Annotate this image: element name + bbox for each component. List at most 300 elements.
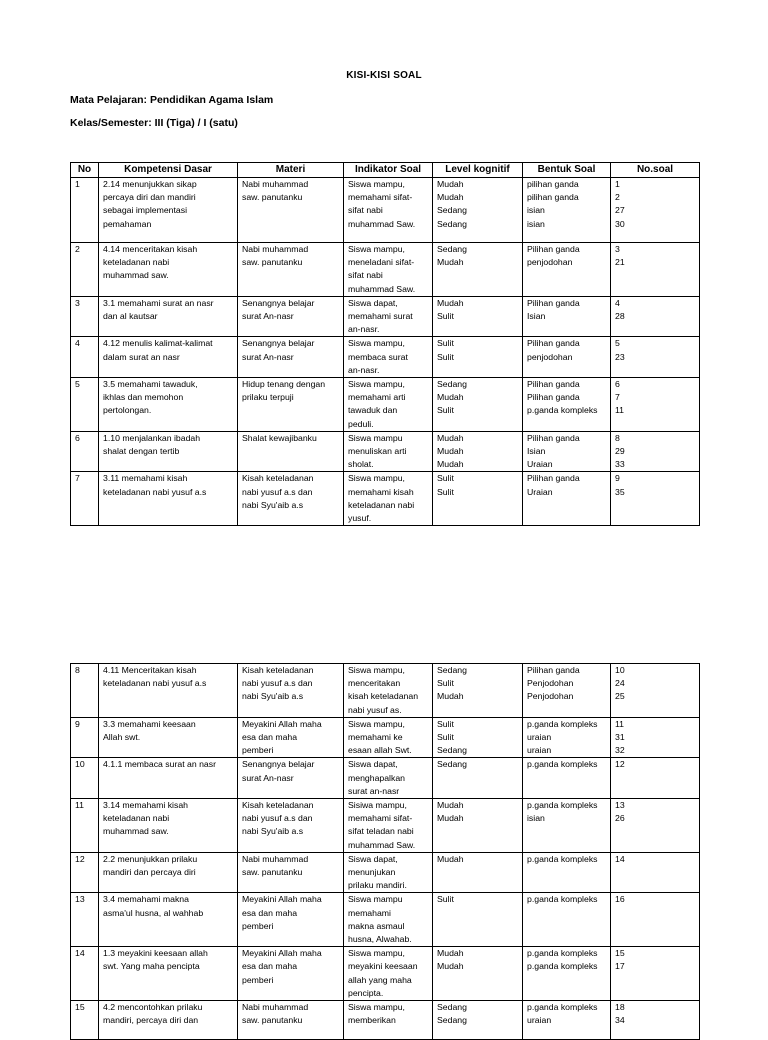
cell-line: Mudah: [437, 446, 464, 457]
cell-line: 23: [615, 351, 625, 362]
cell-line: Sedang: [437, 1002, 467, 1013]
cell-no: 4: [71, 337, 99, 378]
cell-kompetensi-dasar: [99, 664, 238, 718]
cell-line: Siswa dapat,: [348, 853, 398, 864]
cell-line: nabi yusuf as.: [348, 704, 402, 715]
cell-line: esaan allah Swt.: [348, 745, 412, 756]
cell-no-soal: [611, 947, 700, 1001]
cell-line: muhammad Saw.: [348, 283, 416, 294]
cell-line: Siswa mampu,: [348, 179, 405, 189]
cell-indikator-soal: [344, 296, 433, 337]
cell-line: Pilihan ganda: [527, 244, 580, 254]
cell-kompetensi-dasar: [99, 947, 238, 1001]
cell-line: penjodohan: [527, 257, 573, 268]
cell-line: Sedang: [437, 745, 467, 756]
cell-line: shalat dengan tertib: [103, 446, 180, 457]
cell-materi: [238, 296, 344, 337]
cell-line: Pilihan ganda: [527, 665, 580, 675]
cell-line: keteladanan nabi yusuf a.s: [103, 678, 207, 689]
cell-line: percaya diri dan mandiri: [103, 192, 196, 203]
cell-line: prilaku terpuji: [242, 392, 294, 403]
table-row: [71, 1001, 700, 1040]
cell-bentuk-soal: [523, 337, 611, 378]
cell-line: 14: [615, 853, 625, 864]
cell-line: saw. panutanku: [242, 1015, 303, 1026]
cell-line: esa dan maha: [242, 961, 298, 972]
cell-level-kognitif: [433, 799, 523, 853]
cell-bentuk-soal: [523, 296, 611, 337]
cell-line: Pilihan ganda: [527, 297, 580, 308]
cell-line: p.ganda kompleks: [527, 853, 598, 864]
cell-no-soal: [611, 758, 700, 799]
cell-kompetensi-dasar: [99, 717, 238, 758]
cell-line: 28: [615, 311, 625, 322]
cell-line: Sisiwa mampu,: [348, 800, 407, 811]
cell-line: esa dan maha: [242, 907, 298, 918]
cell-line: saw. panutanku: [242, 867, 303, 878]
cell-line: prilaku mandiri.: [348, 880, 407, 891]
cell-indikator-soal: [344, 799, 433, 853]
cell-line: sebagai implementasi: [103, 205, 188, 216]
cell-line: Siswa mampu: [348, 432, 403, 443]
cell-line: 3.5 memahami tawaduk,: [103, 379, 198, 390]
cell-indikator-soal: [344, 378, 433, 432]
table-row: [71, 893, 700, 947]
cell-line: 4: [615, 297, 620, 308]
cell-line: 31: [615, 732, 625, 743]
cell-no-soal: [611, 472, 700, 526]
cell-bentuk-soal: [523, 893, 611, 947]
cell-line: penjodohan: [527, 351, 573, 362]
cell-line: Sulit: [437, 473, 454, 484]
cell-line: 1: [615, 179, 620, 189]
cell-line: 3.1 memahami surat an nasr: [103, 297, 214, 308]
cell-line: 4.11 Menceritakan kisah: [103, 665, 197, 675]
cell-materi: [238, 717, 344, 758]
cell-line: Meyakini Allah maha: [242, 718, 322, 729]
cell-kompetensi-dasar: [99, 296, 238, 337]
cell-line: membaca surat: [348, 351, 408, 362]
table-row: [71, 472, 700, 526]
cell-line: 4.2 mencontohkan prilaku: [103, 1002, 203, 1013]
cell-line: Pilihan ganda: [527, 473, 580, 484]
cell-line: surat An-nasr: [242, 311, 294, 322]
table-row: [71, 431, 700, 472]
cell-line: sholat.: [348, 459, 374, 470]
cell-line: menghapalkan: [348, 772, 405, 783]
cell-line: 34: [615, 1015, 625, 1026]
cell-line: Sulit: [437, 311, 454, 322]
cell-no: 14: [71, 947, 99, 1001]
cell-line: 5: [615, 338, 620, 349]
cell-materi: [238, 758, 344, 799]
cell-line: saw. panutanku: [242, 192, 303, 203]
cell-level-kognitif: [433, 178, 523, 243]
cell-indikator-soal: [344, 893, 433, 947]
cell-line: Sedang: [437, 379, 467, 390]
cell-line: isian: [527, 205, 545, 216]
cell-line: 2.2 menunjukkan prilaku: [103, 853, 198, 864]
cell-line: 27: [615, 205, 625, 216]
cell-no-soal: [611, 178, 700, 243]
cell-line: p.ganda kompleks: [527, 948, 598, 959]
cell-line: uraian: [527, 732, 552, 743]
cell-line: 3.14 memahami kisah: [103, 800, 188, 811]
table-row: [71, 178, 700, 243]
cell-indikator-soal: [344, 852, 433, 893]
cell-line: muhammad Saw.: [348, 839, 416, 850]
cell-line: sifat nabi: [348, 205, 383, 216]
cell-line: uraian: [527, 745, 552, 756]
cell-indikator-soal: [344, 243, 433, 297]
cell-materi: [238, 947, 344, 1001]
cell-line: Siswa mampu,: [348, 473, 405, 484]
cell-bentuk-soal: [523, 1001, 611, 1040]
cell-line: Nabi muhammad: [242, 853, 309, 864]
cell-line: Penjodohan: [527, 691, 574, 702]
cell-bentuk-soal: [523, 431, 611, 472]
cell-level-kognitif: [433, 664, 523, 718]
cell-line: Nabi muhammad: [242, 1002, 309, 1013]
cell-no: 1: [71, 178, 99, 243]
cell-line: Sedang: [437, 218, 467, 229]
cell-line: p.ganda kompleks: [527, 800, 598, 811]
cell-indikator-soal: [344, 337, 433, 378]
cell-bentuk-soal: [523, 243, 611, 297]
cell-line: Siswa mampu,: [348, 244, 405, 254]
cell-materi: [238, 337, 344, 378]
cell-line: surat An-nasr: [242, 351, 294, 362]
cell-level-kognitif: [433, 431, 523, 472]
cell-line: 3.11 memahami kisah: [103, 473, 188, 484]
cell-line: Uraian: [527, 459, 553, 470]
cell-line: memahami ke: [348, 732, 403, 743]
cell-line: Allah swt.: [103, 732, 141, 743]
table-header-row: [71, 163, 700, 178]
cell-line: makna asmaul: [348, 920, 405, 931]
cell-line: Penjodohan: [527, 678, 574, 689]
cell-level-kognitif: [433, 243, 523, 297]
cell-line: memahami surat: [348, 311, 413, 322]
cell-line: an-nasr.: [348, 324, 380, 335]
cell-line: Sedang: [437, 759, 467, 770]
table-row: [71, 758, 700, 799]
cell-line: Siswa mampu,: [348, 1002, 405, 1013]
cell-kompetensi-dasar: [99, 337, 238, 378]
cell-line: kisah keteladanan: [348, 691, 419, 702]
cell-level-kognitif: [433, 472, 523, 526]
cell-kompetensi-dasar: [99, 852, 238, 893]
cell-no: 10: [71, 758, 99, 799]
cell-bentuk-soal: [523, 378, 611, 432]
cell-line: p.ganda kompleks: [527, 961, 598, 972]
cell-line: peduli.: [348, 418, 374, 429]
cell-bentuk-soal: [523, 664, 611, 718]
cell-materi: [238, 799, 344, 853]
cell-no-soal: [611, 296, 700, 337]
header-no-soal: No.soal: [611, 163, 700, 178]
cell-no-soal: [611, 799, 700, 853]
cell-line: 9: [615, 473, 620, 484]
header-indikator-soal: Indikator Soal: [344, 163, 433, 178]
cell-no-soal: [611, 243, 700, 297]
header-materi: Materi: [238, 163, 344, 178]
cell-line: keteladanan nabi: [103, 813, 170, 824]
cell-no: 3: [71, 296, 99, 337]
cell-line: nabi Syu'aib a.s: [242, 499, 304, 510]
cell-line: memberikan: [348, 1015, 396, 1026]
cell-line: 2.14 menunjukkan sikap: [103, 179, 197, 189]
cell-no: 6: [71, 431, 99, 472]
cell-level-kognitif: [433, 852, 523, 893]
cell-no: 7: [71, 472, 99, 526]
cell-line: 13: [615, 800, 625, 811]
cell-line: 2: [615, 192, 620, 203]
cell-materi: [238, 852, 344, 893]
cell-line: 15: [615, 948, 625, 959]
cell-line: Siswa dapat,: [348, 297, 398, 308]
cell-line: nabi Syu'aib a.s: [242, 826, 304, 837]
cell-level-kognitif: [433, 893, 523, 947]
cell-kompetensi-dasar: [99, 893, 238, 947]
cell-line: meyakini keesaan: [348, 961, 418, 972]
cell-no: 12: [71, 852, 99, 893]
table-row: [71, 664, 700, 718]
cell-line: 6: [615, 379, 620, 390]
cell-line: allah yang maha: [348, 974, 412, 985]
cell-line: nabi yusuf a.s dan: [242, 486, 313, 497]
cell-line: pilihan ganda: [527, 179, 579, 189]
cell-line: 3.4 memahami makna: [103, 894, 189, 905]
cell-indikator-soal: [344, 178, 433, 243]
cell-line: Sedang: [437, 205, 467, 216]
cell-bentuk-soal: [523, 799, 611, 853]
cell-indikator-soal: [344, 758, 433, 799]
cell-line: Mudah: [437, 813, 464, 824]
cell-line: Siswa mampu,: [348, 718, 405, 729]
cell-level-kognitif: [433, 296, 523, 337]
cell-no: 13: [71, 893, 99, 947]
cell-line: Sulit: [437, 486, 454, 497]
table-row: [71, 799, 700, 853]
cell-line: p.ganda kompleks: [527, 759, 598, 770]
header-level-kognitif: Level kognitif: [433, 163, 523, 178]
cell-line: Kisah keteladanan: [242, 665, 314, 675]
subject-line: Mata Pelajaran: Pendidikan Agama Islam: [70, 94, 274, 106]
cell-line: 25: [615, 691, 625, 702]
cell-bentuk-soal: [523, 758, 611, 799]
cell-line: menunjukan: [348, 867, 396, 878]
cell-line: sifat nabi: [348, 270, 383, 281]
cell-indikator-soal: [344, 664, 433, 718]
cell-line: tawaduk dan: [348, 405, 398, 416]
cell-line: Mudah: [437, 392, 464, 403]
cell-indikator-soal: [344, 472, 433, 526]
cell-line: Nabi muhammad: [242, 244, 309, 254]
cell-no-soal: [611, 337, 700, 378]
cell-line: 1.3 meyakini keesaan allah: [103, 948, 208, 959]
table-row: [71, 947, 700, 1001]
cell-materi: [238, 664, 344, 718]
cell-level-kognitif: [433, 758, 523, 799]
cell-indikator-soal: [344, 717, 433, 758]
cell-line: 1.10 menjalankan ibadah: [103, 432, 201, 443]
cell-line: surat An-nasr: [242, 772, 294, 783]
table-row: [71, 243, 700, 297]
cell-line: muhammad saw.: [103, 270, 169, 281]
cell-line: Sulit: [437, 894, 454, 905]
cell-line: 4.14 menceritakan kisah: [103, 244, 198, 254]
cell-no: 5: [71, 378, 99, 432]
table-body: [71, 178, 700, 526]
cell-line: memahami: [348, 907, 391, 918]
cell-line: 18: [615, 1002, 625, 1013]
cell-line: 4.12 menulis kalimat-kalimat: [103, 338, 213, 349]
cell-materi: [238, 431, 344, 472]
cell-line: Sulit: [437, 732, 454, 743]
cell-line: p.ganda kompleks: [527, 894, 598, 905]
cell-kompetensi-dasar: [99, 472, 238, 526]
cell-line: nabi yusuf a.s dan: [242, 678, 313, 689]
cell-line: Pilihan ganda: [527, 432, 580, 443]
cell-line: keteladanan nabi: [103, 257, 170, 268]
cell-line: Mudah: [437, 459, 464, 470]
cell-materi: [238, 472, 344, 526]
cell-no: 8: [71, 664, 99, 718]
cell-line: memahami sifat-: [348, 192, 413, 203]
cell-bentuk-soal: [523, 178, 611, 243]
header-bentuk-soal: Bentuk Soal: [523, 163, 611, 178]
cell-line: Sedang: [437, 244, 467, 254]
cell-materi: [238, 243, 344, 297]
cell-line: esa dan maha: [242, 732, 298, 743]
cell-line: nabi yusuf a.s dan: [242, 813, 313, 824]
cell-line: muhammad Saw.: [348, 218, 416, 229]
cell-line: meneladani sifat-: [348, 257, 415, 268]
cell-line: Shalat kewajibanku: [242, 432, 317, 443]
cell-line: Sulit: [437, 678, 454, 689]
cell-line: 3.3 memahami keesaan: [103, 718, 196, 729]
cell-line: Siswa mampu,: [348, 338, 405, 349]
cell-bentuk-soal: [523, 852, 611, 893]
cell-no-soal: [611, 852, 700, 893]
cell-line: Hidup tenang dengan: [242, 379, 326, 390]
cell-line: 12: [615, 759, 625, 770]
cell-line: pemberi: [242, 745, 274, 756]
cell-line: pencipta.: [348, 987, 384, 998]
cell-line: Mudah: [437, 800, 464, 811]
cell-line: Mudah: [437, 961, 464, 972]
cell-line: ikhlas dan memohon: [103, 392, 184, 403]
cell-line: Pilihan ganda: [527, 379, 580, 390]
cell-line: Sedang: [437, 665, 467, 675]
cell-line: an-nasr.: [348, 364, 380, 375]
cell-level-kognitif: [433, 717, 523, 758]
cell-line: memahami sifat-: [348, 813, 413, 824]
cell-materi: [238, 178, 344, 243]
cell-line: memahami kisah: [348, 486, 414, 497]
cell-level-kognitif: [433, 378, 523, 432]
cell-no-soal: [611, 717, 700, 758]
cell-line: surat an-nasr: [348, 785, 400, 796]
cell-no: 11: [71, 799, 99, 853]
cell-line: pemahaman: [103, 218, 152, 229]
cell-line: pemberi: [242, 974, 274, 985]
cell-line: husna, Alwahab.: [348, 934, 412, 945]
cell-line: dalam surat an nasr: [103, 351, 180, 362]
cell-kompetensi-dasar: [99, 799, 238, 853]
document-title: KISI-KISI SOAL: [346, 70, 422, 81]
cell-kompetensi-dasar: [99, 378, 238, 432]
cell-line: Nabi muhammad: [242, 179, 309, 189]
cell-line: Pilihan ganda: [527, 392, 580, 403]
cell-line: Mudah: [437, 257, 464, 268]
cell-materi: [238, 378, 344, 432]
cell-line: 29: [615, 446, 625, 457]
cell-no: 2: [71, 243, 99, 297]
cell-indikator-soal: [344, 431, 433, 472]
cell-line: muhammad saw.: [103, 826, 169, 837]
kisi-kisi-table-continued: [70, 663, 700, 1040]
cell-line: keteladanan nabi yusuf a.s: [103, 486, 207, 497]
cell-bentuk-soal: [523, 947, 611, 1001]
table-row: [71, 852, 700, 893]
cell-no-soal: [611, 378, 700, 432]
cell-line: Siswa mampu: [348, 894, 403, 905]
cell-line: menuliskan arti: [348, 446, 407, 457]
cell-line: isian: [527, 813, 545, 824]
cell-line: dan al kautsar: [103, 311, 158, 322]
cell-line: p.ganda kompleks: [527, 718, 598, 729]
cell-line: p.ganda kompleks: [527, 405, 598, 416]
cell-line: Kisah keteladanan: [242, 800, 314, 811]
cell-line: swt. Yang maha pencipta: [103, 961, 200, 972]
cell-line: uraian: [527, 1015, 552, 1026]
cell-line: Sedang: [437, 1015, 467, 1026]
cell-kompetensi-dasar: [99, 758, 238, 799]
cell-no-soal: [611, 431, 700, 472]
cell-line: isian: [527, 218, 545, 229]
cell-line: Meyakini Allah maha: [242, 894, 322, 905]
cell-level-kognitif: [433, 1001, 523, 1040]
cell-bentuk-soal: [523, 472, 611, 526]
cell-line: Siswa mampu,: [348, 379, 405, 390]
cell-line: 4.1.1 membaca surat an nasr: [103, 759, 216, 770]
table-row: [71, 717, 700, 758]
header-no: No: [71, 163, 99, 178]
cell-line: Meyakini Allah maha: [242, 948, 322, 959]
cell-line: 26: [615, 813, 625, 824]
cell-line: Siswa mampu,: [348, 665, 405, 675]
table-body-continued: [71, 664, 700, 1040]
cell-line: 7: [615, 392, 620, 403]
cell-line: Sulit: [437, 351, 454, 362]
cell-line: yusuf.: [348, 513, 372, 524]
cell-line: 10: [615, 665, 625, 675]
cell-line: Mudah: [437, 192, 464, 203]
cell-line: menceritakan: [348, 678, 401, 689]
cell-line: 35: [615, 486, 625, 497]
cell-line: Mudah: [437, 432, 464, 443]
cell-line: Uraian: [527, 486, 553, 497]
cell-no: 15: [71, 1001, 99, 1040]
cell-line: 16: [615, 894, 625, 905]
cell-line: Pilihan ganda: [527, 338, 580, 349]
cell-line: Isian: [527, 446, 546, 457]
cell-line: Mudah: [437, 297, 464, 308]
cell-line: keteladanan nabi: [348, 499, 415, 510]
cell-line: Mudah: [437, 691, 464, 702]
